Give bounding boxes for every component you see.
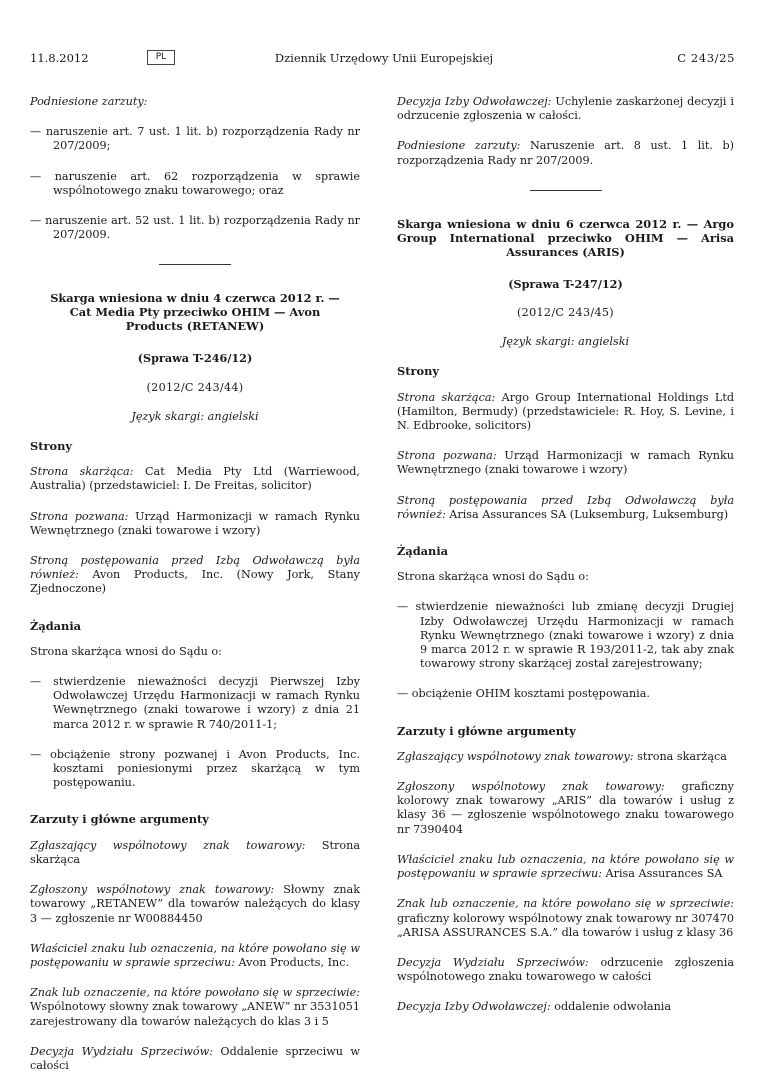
pleas-heading: Zarzuty i główne argumenty xyxy=(397,723,576,738)
case-title: Skarga wniesiona w dniu 4 czerwca 2012 r. — Cat Media Pty przeciwko OHIM — Avon Products (RETANEW) xyxy=(50,291,340,334)
field-earlier-mark: Znak lub oznaczenie, na które powołano się w sprzeciwie: Wspólnotowy słowny znak towarowy „ANEW” nr 3531051 zarejestrowany dla towarów należących do klas 3 i 5 xyxy=(30,986,360,1028)
case-title: Skarga wniesiona w dniu 6 czerwca 2012 r. — Argo Group International przeciwko OHIM — Arisa Assurances (ARIS) xyxy=(397,216,734,259)
oj-reference: (2012/C 243/44) xyxy=(146,380,244,394)
parties-heading: Strony xyxy=(397,364,439,379)
pleas-heading: Zarzuty i główne argumenty xyxy=(30,812,209,827)
defendant: Strona pozwana: Urząd Harmonizacji w ramach Rynku Wewnętrznego (znaki towarowe i wzory) xyxy=(30,509,361,537)
field-applicant: Zgłaszający wspólnotowy znak towarowy: strona skarżąca xyxy=(397,749,727,763)
right-column xyxy=(397,95,734,1031)
case-number: (Sprawa T-247/12) xyxy=(508,276,623,291)
applicant: Strona skarżąca: Cat Media Pty Ltd (Warriewood, Australia) (przedstawiciel: I. De Freitas, solicitor) xyxy=(30,465,360,493)
form-item: — obciążenie OHIM kosztami postępowania. xyxy=(397,687,650,701)
field-mark: Zgłoszony wspólnotowy znak towarowy: graficzny kolorowy znak towarowy „ARIS” dla towarów i usług z klasy 36 — zgłoszenie wspólnotowego znaku towarowego nr 7390404 xyxy=(397,780,735,836)
plea-item: — naruszenie art. 52 ust. 1 lit. b) rozporządzenia Rady nr 207/2009. xyxy=(30,214,360,242)
section-divider xyxy=(159,264,231,265)
field-earlier-mark: Znak lub oznaczenie, na które powołano się w sprzeciwie: graficzny kolorowy wspólnotowy znak towarowy nr 307470 „ARISA ASSURANCES S.A.” dla towarów i usług z klasy 36 xyxy=(397,897,734,939)
plea-item: — naruszenie art. 62 rozporządzenia w sprawie wspólnotowego znaku towarowego; oraz xyxy=(30,169,360,197)
field-opponent: Właściciel znaku lub oznaczenia, na które powołano się w postępowaniu w sprawie sprzeciwu: Arisa Assurances SA xyxy=(397,852,734,881)
defendant: Strona pozwana: Urząd Harmonizacji w ramach Rynku Wewnętrznego (znaki towarowe i wzory) xyxy=(397,449,734,477)
section-divider xyxy=(530,190,602,191)
field-opponent: Właściciel znaku lub oznaczenia, na które powołano się w postępowaniu w sprawie sprzeciwu: Avon Products, Inc. xyxy=(30,941,360,969)
boa-decision: Decyzja Izby Odwoławczej: Uchylenie zaskarżonej decyzji i odrzucenie zgłoszenia w całości. xyxy=(397,95,734,123)
case-number: (Sprawa T-246/12) xyxy=(137,351,253,366)
form-item: — stwierdzenie nieważności lub zmianę decyzji Drugiej Izby Odwoławczej Urzędu Harmonizacji w ramach Rynku Wewnętrznego (znaki towarowe i wzory) z dnia 9 marca 2012 r. w sprawie R 193/2011-2, tak aby znak towarowy strony skarżącej został zarejestrowany; xyxy=(397,600,734,671)
field-mark: Zgłoszony wspólnotowy znak towarowy: Słowny znak towarowy „RETANEW” dla towarów należących do klasy 3 — zgłoszenie nr W00884450 xyxy=(30,883,360,925)
pleas-label: Podniesione zarzuty: xyxy=(30,95,148,108)
form-item: — stwierdzenie nieważności decyzji Pierwszej Izby Odwoławczej Urzędu Harmonizacji w ramach Rynku Wewnętrznego (znaki towarowe i wzory) z dnia 21 marca 2012 r. w sprawie R 740/2011-1; xyxy=(30,675,360,731)
language-of-case: Język skargi: angielski xyxy=(501,335,630,349)
forms-heading: Żądania xyxy=(30,618,82,633)
field-applicant: Zgłaszający wspólnotowy znak towarowy: Strona skarżąca xyxy=(30,838,360,866)
field-opposition-decision: Decyzja Wydziału Sprzeciwów: Oddalenie sprzeciwu w całości xyxy=(30,1044,360,1072)
forms-heading: Żądania xyxy=(397,544,449,559)
forms-intro: Strona skarżąca wnosi do Sądu o: xyxy=(30,644,222,658)
plea-item: — naruszenie art. 7 ust. 1 lit. b) rozporządzenia Rady nr 207/2009; xyxy=(30,125,360,153)
page-header xyxy=(0,51,768,67)
left-column xyxy=(30,95,360,1089)
language-of-case: Język skargi: angielski xyxy=(131,409,259,423)
field-boa-decision: Decyzja Izby Odwoławczej: oddalenie odwołania xyxy=(397,1000,672,1014)
applicant: Strona skarżąca: Argo Group International Holdings Ltd (Hamilton, Bermudy) (przedstawiciele: R. Hoy, S. Levine, i N. Edbrooke, solicitors) xyxy=(397,390,734,433)
journal-title: Dziennik Urzędowy Unii Europejskiej xyxy=(274,51,494,65)
other-party: Stroną postępowania przed Izbą Odwoławczą była również: Avon Products, Inc. (Nowy Jork, Stany Zjednoczone) xyxy=(30,554,360,596)
parties-heading: Strony xyxy=(30,439,72,454)
other-party: Stroną postępowania przed Izbą Odwoławczą była również: Arisa Assurances SA (Luksemburg, Luksemburg) xyxy=(397,493,734,521)
header-date: 11.8.2012 xyxy=(30,51,89,65)
oj-reference: (2012/C 243/45) xyxy=(517,306,614,320)
language-badge: PL xyxy=(147,50,175,65)
forms-intro: Strona skarżąca wnosi do Sądu o: xyxy=(397,570,589,584)
page-reference: C 243/25 xyxy=(677,51,735,65)
pleas-in-law: Podniesione zarzuty: Naruszenie art. 8 ust. 1 lit. b) rozporządzenia Rady nr 207/2009. xyxy=(397,139,734,167)
field-opposition-decision: Decyzja Wydziału Sprzeciwów: odrzucenie zgłoszenia wspólnotowego znaku towarowego w całości xyxy=(397,955,734,984)
form-item: — obciążenie strony pozwanej i Avon Products, Inc. kosztami poniesionymi przez skarżącą w tym postępowaniu. xyxy=(30,747,360,790)
